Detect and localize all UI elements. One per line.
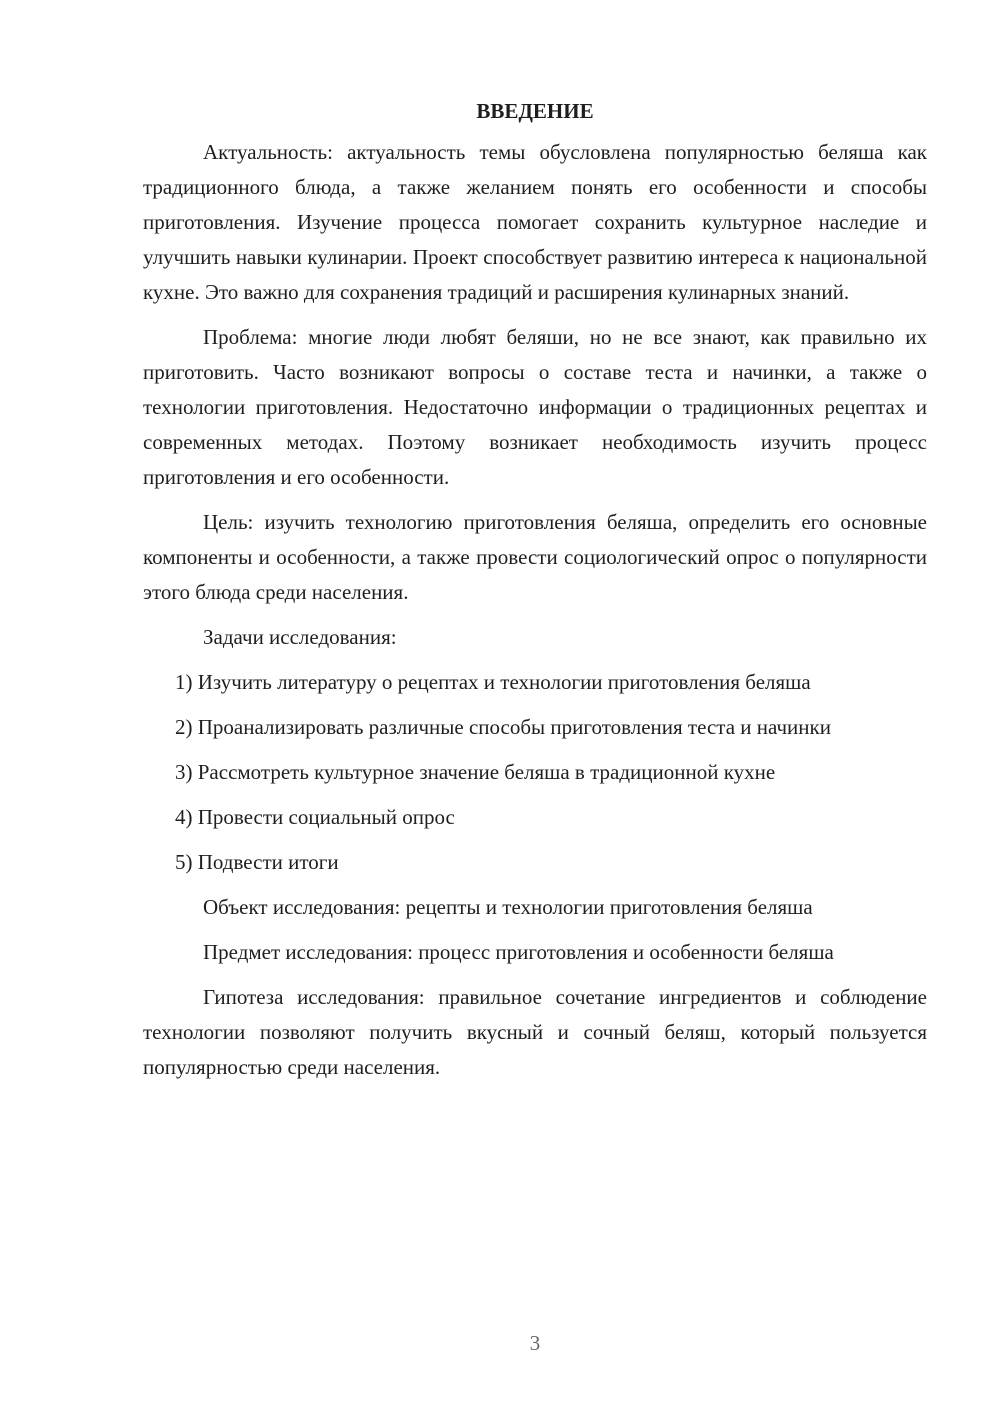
problem-paragraph: Проблема: многие люди любят беляши, но не все знают, как правильно их приготовить. Часто возникают вопросы о составе теста и начинки, а также о технологии приготовления. Недостаточно информации о традиционных рецептах и современных методах. Поэтому возникает необходимость изучить процесс приготовления и его особенности. [143,325,927,489]
task-item-1: 1) Изучить литературу о рецептах и технологии приготовления беляша [175,670,811,694]
task-item-2: 2) Проанализировать различные способы приготовления теста и начинки [175,715,831,739]
task-item-4: 4) Провести социальный опрос [175,805,455,829]
task-item-5: 5) Подвести итоги [175,850,339,874]
goal-paragraph: Цель: изучить технологию приготовления беляша, определить его основные компоненты и особенности, а также провести социологический опрос о популярности этого блюда среди населения. [143,510,927,604]
page-number: 3 [529,1331,541,1355]
document-page [143,96,927,1095]
research-object-paragraph: Объект исследования: рецепты и технологии приготовления беляша [203,895,813,919]
tasks-list [143,665,927,880]
relevance-paragraph: Актуальность: актуальность темы обусловлена популярностью беляша как традиционного блюда, а также желанием понять его особенности и способы приготовления. Изучение процесса помогает сохранить культурное наследие и улучшить навыки кулинарии. Проект способствует развитию интереса к национальной кухне. Это важно для сохранения традиций и расширения кулинарных знаний. [143,140,927,304]
research-subject-paragraph: Предмет исследования: процесс приготовления и особенности беляша [203,940,834,964]
section-heading: ВВЕДЕНИЕ [476,99,594,123]
research-hypothesis-paragraph: Гипотеза исследования: правильное сочетание ингредиентов и соблюдение технологии позволяют получить вкусный и сочный беляш, который пользуется популярностью среди населения. [143,985,927,1079]
task-item-3: 3) Рассмотреть культурное значение беляша в традиционной кухне [175,760,776,784]
tasks-title: Задачи исследования: [203,625,397,649]
